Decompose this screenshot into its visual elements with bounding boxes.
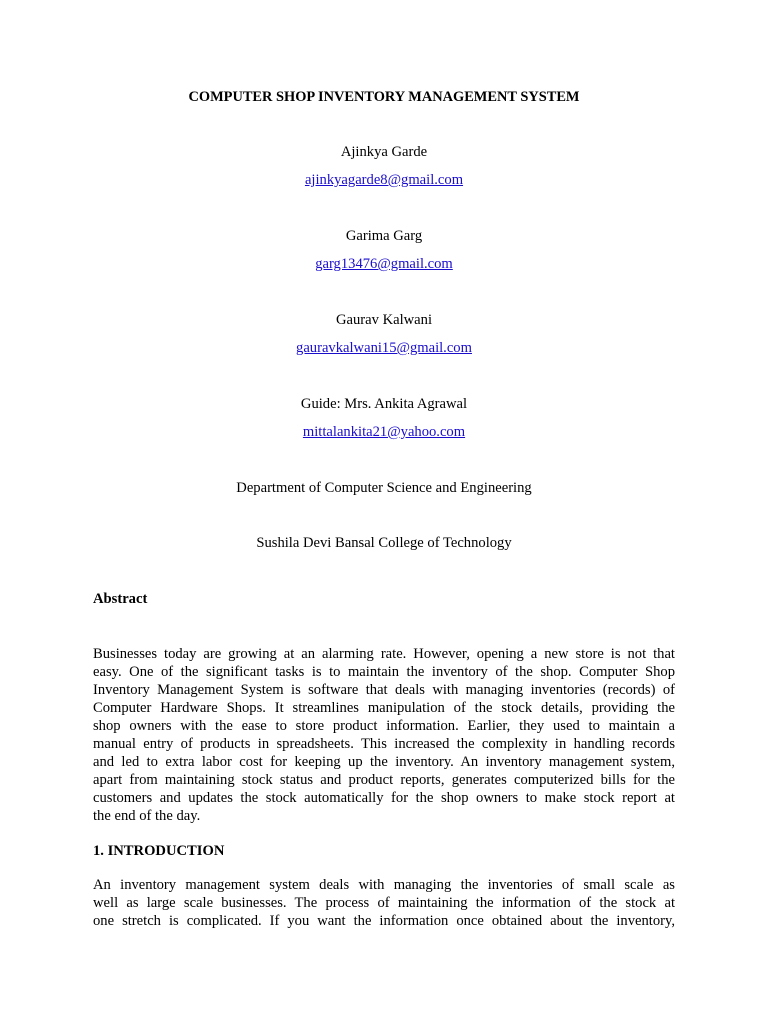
abstract-line: Computer Hardware Shops. It streamlines manipulation of the stock details, providing the [93, 700, 675, 716]
abstract-line: and led to extra labor cost for keeping up the inventory. An inventory management system, [93, 754, 675, 770]
abstract-line: shop owners with the ease to store product information. Earlier, they used to maintain a [93, 718, 675, 734]
department: Department of Computer Science and Engineering [236, 480, 532, 496]
introduction-line: An inventory management system deals with managing the inventories of small scale as [93, 877, 675, 893]
introduction-line: one stretch is complicated. If you want the information once obtained about the inventory, [93, 913, 675, 929]
author-name: Garima Garg [345, 228, 423, 244]
abstract-line: the end of the day. [93, 808, 201, 824]
author-email-link[interactable]: garg13476@gmail.com [315, 256, 453, 272]
abstract-line: customers and updates the stock automatically for the shop owners to make stock report at [93, 790, 675, 806]
abstract-line: Inventory Management System is software that deals with managing inventories (records) of [93, 682, 675, 698]
author-email-link[interactable]: gauravkalwani15@gmail.com [296, 340, 472, 356]
abstract-paragraph [93, 645, 675, 825]
introduction-heading: 1. INTRODUCTION [93, 843, 225, 859]
abstract-line: Businesses today are growing at an alarming rate. However, opening a new store is not that [93, 646, 675, 662]
author-name: Ajinkya Garde [340, 144, 428, 160]
college: Sushila Devi Bansal College of Technology [256, 535, 512, 551]
author-email-link[interactable]: ajinkyagarde8@gmail.com [304, 172, 464, 188]
abstract-line: easy. One of the significant tasks is to maintain the inventory of the shop. Computer Shop [93, 664, 675, 680]
guide-name: Guide: Mrs. Ankita Agrawal [300, 396, 468, 412]
introduction-paragraph [93, 876, 675, 930]
abstract-line: manual entry of products in spreadsheets. This increased the complexity in handling records [93, 736, 675, 752]
guide-email-link[interactable]: mittalankita21@yahoo.com [302, 424, 466, 440]
introduction-line: well as large scale businesses. The process of maintaining the information of the stock at [93, 895, 675, 911]
author-name: Gaurav Kalwani [335, 312, 433, 328]
paper-title: COMPUTER SHOP INVENTORY MANAGEMENT SYSTEM [188, 89, 580, 105]
abstract-line: apart from maintaining stock status and product reports, generates computerized bills for the [93, 772, 675, 788]
abstract-heading: Abstract [93, 591, 148, 607]
